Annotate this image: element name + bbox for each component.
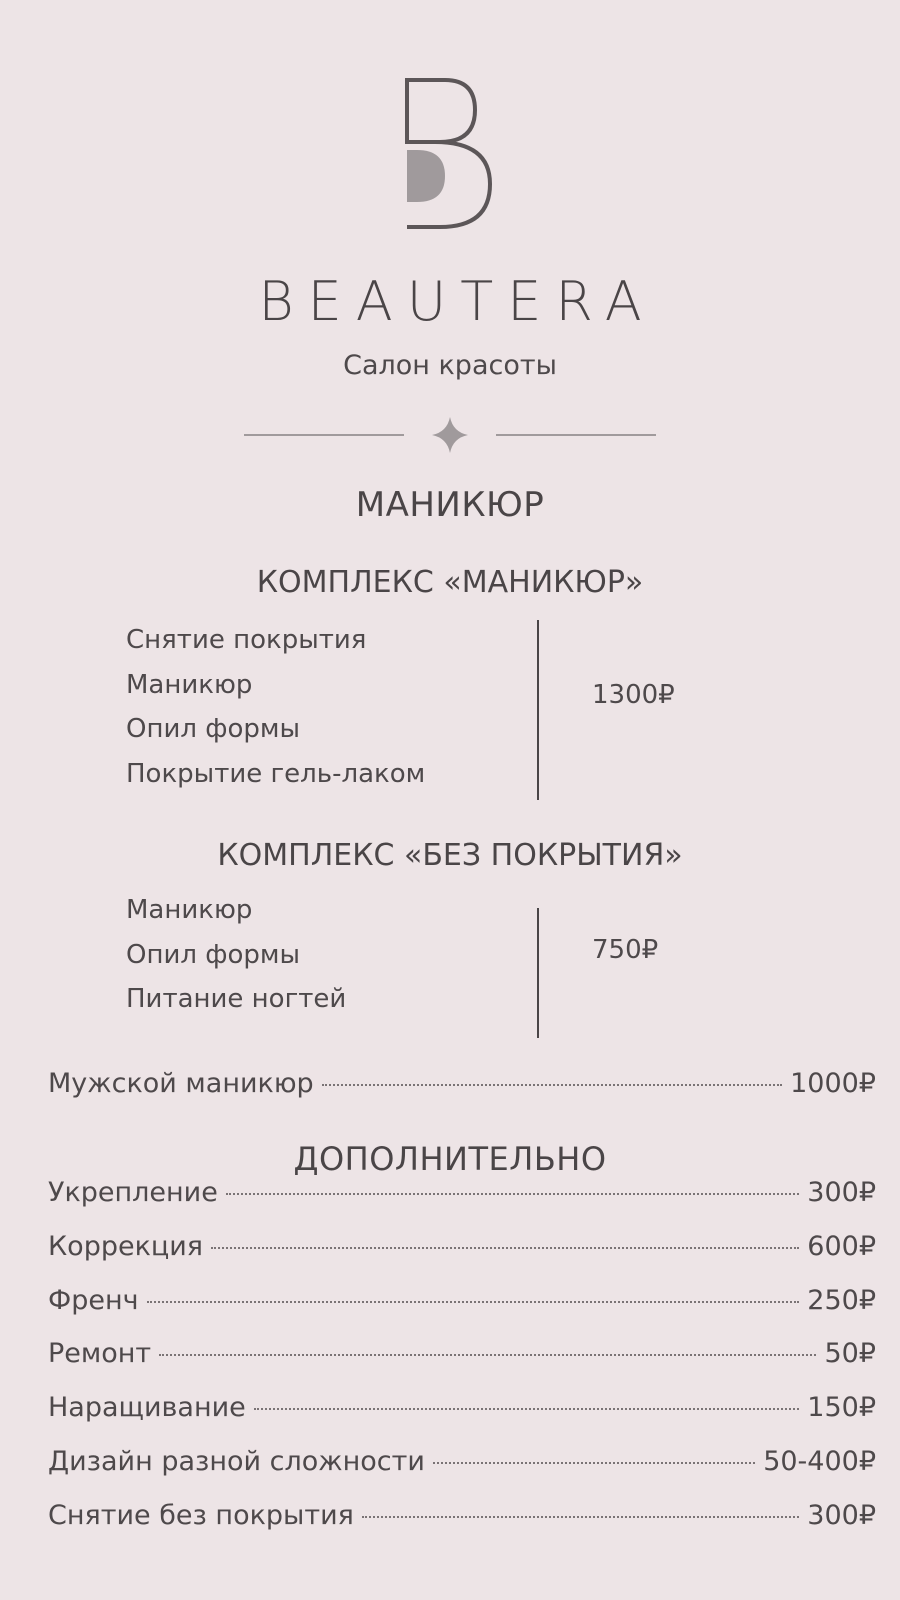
mens-manicure-row (48, 1068, 876, 1108)
complex-divider-line (537, 620, 539, 800)
list-item: Покрытие гель-лаком (126, 758, 426, 789)
service-price: 50₽ (824, 1338, 876, 1369)
brand-tagline: Салон красоты (343, 350, 557, 381)
service-price: 250₽ (807, 1285, 876, 1316)
service-name: Снятие без покрытия (48, 1500, 354, 1531)
service-name: Френч (48, 1285, 139, 1316)
complex-title-no-coating: КОМПЛЕКС «БЕЗ ПОКРЫТИЯ» (217, 838, 683, 873)
dotted-leader (147, 1301, 800, 1303)
dotted-leader (226, 1193, 799, 1195)
dotted-leader (362, 1516, 799, 1518)
complex-no-coating-price: 750₽ (592, 935, 659, 965)
price-row (48, 1500, 876, 1540)
section-title-additional: ДОПОЛНИТЕЛЬНО (293, 1140, 607, 1178)
service-name: Укрепление (48, 1177, 218, 1208)
service-price: 300₽ (807, 1177, 876, 1208)
list-item: Маникюр (126, 895, 253, 925)
list-item: Снятие покрытия (126, 625, 367, 655)
service-price: 150₽ (807, 1392, 876, 1423)
ornamental-divider (244, 415, 656, 455)
price-row (48, 1231, 876, 1271)
service-name: Дизайн разной сложности (48, 1446, 425, 1477)
complex-divider-line (537, 908, 539, 1038)
complex-no-coating-items (126, 888, 346, 1022)
complex-manicure-price: 1300₽ (592, 680, 675, 710)
dotted-leader (322, 1084, 782, 1086)
dotted-leader (254, 1408, 800, 1410)
service-name: Мужской маникюр (48, 1068, 314, 1099)
list-item: Питание ногтей (126, 984, 347, 1014)
dotted-leader (211, 1247, 799, 1249)
section-title-manicure: МАНИКЮР (355, 485, 545, 525)
price-row (48, 1446, 876, 1486)
service-name: Ремонт (48, 1338, 152, 1369)
complex-manicure-items (126, 618, 425, 796)
service-price: 50-400₽ (763, 1446, 876, 1477)
price-row (48, 1285, 876, 1325)
service-price: 600₽ (807, 1231, 876, 1262)
service-name: Наращивание (48, 1392, 246, 1423)
brand-name: BEAUTERA (258, 270, 656, 333)
dotted-leader (433, 1462, 755, 1464)
list-item: Опил формы (126, 714, 301, 744)
price-row (48, 1177, 876, 1217)
service-name: Коррекция (48, 1231, 204, 1262)
letter-b-monogram-icon (395, 72, 505, 242)
dotted-leader (159, 1354, 816, 1356)
service-price: 300₽ (807, 1500, 876, 1531)
complex-title-manicure: КОМПЛЕКС «МАНИКЮР» (256, 565, 644, 600)
sparkle-star-icon (432, 417, 468, 453)
service-price: 1000₽ (790, 1068, 876, 1099)
list-item: Маникюр (126, 669, 253, 700)
price-row (48, 1392, 876, 1432)
list-item: Опил формы (126, 939, 301, 970)
price-row (48, 1338, 876, 1378)
